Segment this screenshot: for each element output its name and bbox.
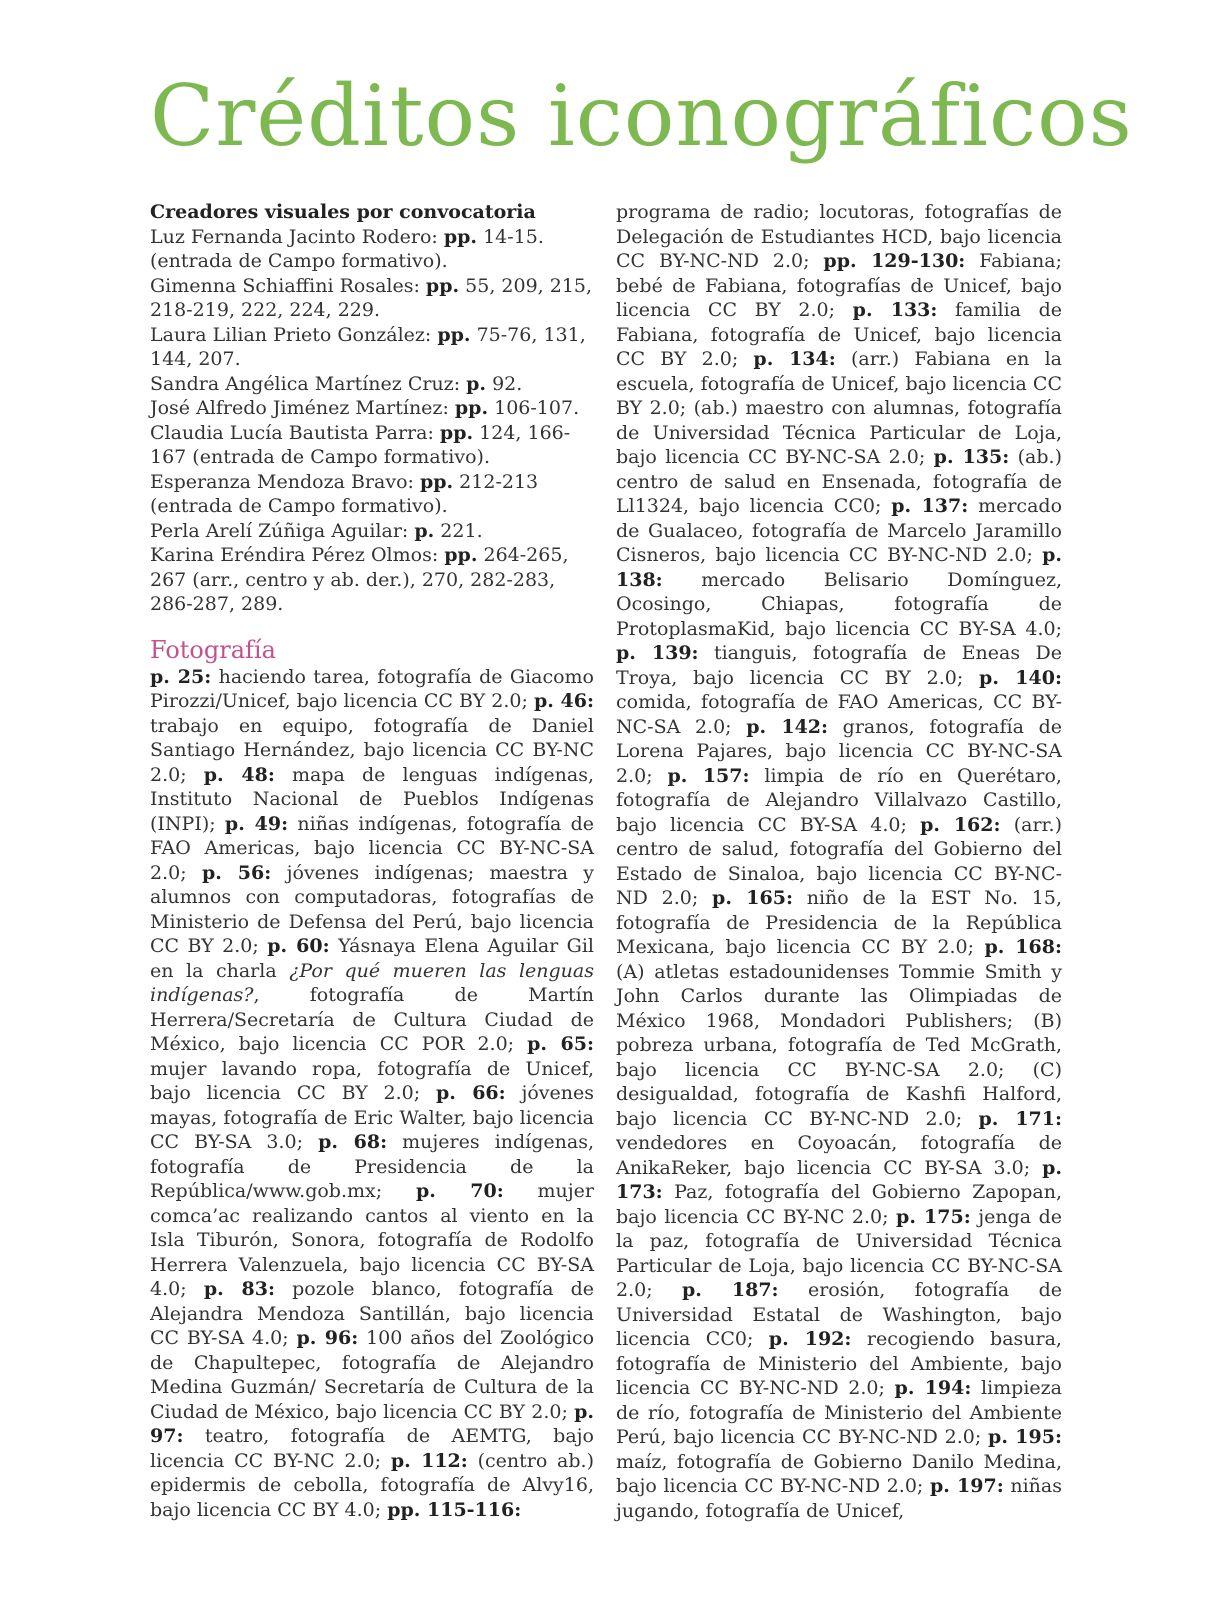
credit-page-ref: p. 83: bbox=[203, 1278, 275, 1300]
credit-page-ref: p. 60: bbox=[267, 935, 330, 957]
credit-page-ref: p. 97: bbox=[150, 1400, 594, 1447]
credit-text: (A) atletas estadounidenses Tommie Smith y John Carlos durante las Olimpiadas de México 1968, Mondadori Publishers; (B) pobreza urbana, fotografía de Ted McGrath, bajo licencia CC BY-NC-SA 2.0; (C) desigualdad, fotografía de Kashfi Halford, bajo licencia CC BY-NC-ND 2.0; bbox=[616, 960, 1062, 1130]
creator-name: Perla Arelí Zúñiga Aguilar: bbox=[150, 519, 415, 542]
credit-page-ref: pp. 115-116: bbox=[387, 1498, 522, 1521]
credit-text: Paz, fotografía del Gobierno Zapopan, bajo licencia CC BY-NC 2.0; bbox=[616, 1181, 1062, 1228]
creator-pages-label: pp. bbox=[425, 274, 460, 297]
credit-text: programa de radio; locutoras, fotografías de Delegación de Estudiantes HCD, bajo licencia CC BY-NC-ND 2.0; bbox=[616, 201, 1062, 272]
photo-credits-left bbox=[150, 665, 594, 1523]
credit-page-ref: p. 139: bbox=[616, 642, 699, 664]
photo-credits-right bbox=[616, 200, 1062, 1523]
credit-page-ref: p. 112: bbox=[390, 1449, 468, 1472]
credit-text: (arr.) centro de salud, fotografía del Gobierno del Estado de Sinaloa, bajo licencia CC BY-NC-ND 2.0; bbox=[616, 813, 1062, 909]
credit-page-ref: p. 165: bbox=[712, 887, 793, 909]
credit-page-ref: p. 137: bbox=[891, 495, 969, 517]
credit-text: niño de la EST No. 15, fotografía de Presidencia de la República Mexicana, bajo licencia CC BY 2.0; bbox=[616, 887, 1062, 958]
creator-pages-label: p. bbox=[414, 519, 435, 542]
creator-name: Laura Lilian Prieto González: bbox=[150, 323, 438, 346]
credit-text: jenga de la paz, fotografía de Universidad Técnica Particular de Loja, bajo licencia CC BY-NC-SA 2.0; bbox=[616, 1205, 1062, 1301]
creator-pages: 264-265, 267 (arr., centro y ab. der.), 270, 282-283, 286-287, 289. bbox=[150, 544, 569, 615]
credit-text: trabajo en equipo, fotografía de Daniel Santiago Hernández, bajo licencia CC BY-NC 2.0; bbox=[150, 714, 594, 786]
credit-text: 100 años del Zoológico de Chapultepec, fotografía de Alejandro Medina Guzmán/ Secretaría de Cultura de la Ciudad de México, bajo licencia CC BY 2.0; bbox=[150, 1327, 595, 1423]
credit-text: erosión, fotografía de Universidad Estatal de Washington, bajo licencia CC0; bbox=[616, 1279, 1062, 1350]
creator-pages-label: pp. bbox=[454, 397, 489, 419]
credit-text: mercado Belisario Domínguez, Ocosingo, Chiapas, fotografía de ProtoplasmaKid, bajo licencia CC BY-SA 4.0; bbox=[616, 568, 1062, 640]
creator-pages: 106-107. bbox=[488, 397, 580, 419]
credit-page-ref: p. 70: bbox=[415, 1180, 504, 1202]
credit-page-ref: p. 48: bbox=[203, 763, 275, 786]
credit-page-ref: p. 194: bbox=[894, 1377, 972, 1399]
credit-page-ref: p. 68: bbox=[318, 1131, 388, 1153]
credit-page-ref: p. 195: bbox=[988, 1426, 1062, 1448]
credit-text: jóvenes mayas, fotografía de Eric Walter, bajo licencia CC BY-SA 3.0; bbox=[150, 1082, 594, 1153]
right-column bbox=[616, 200, 1062, 1523]
creators-list bbox=[150, 225, 594, 617]
credit-text: mapa de lenguas indígenas, Instituto Nacional de Pueblos Indígenas (INPI); bbox=[150, 763, 594, 835]
credit-page-ref: p. 46: bbox=[533, 690, 594, 712]
creator-entry bbox=[150, 323, 594, 372]
credit-page-ref: pp. 129-130: bbox=[823, 250, 966, 272]
section-heading-fotografia: Fotografía bbox=[150, 635, 276, 664]
credit-page-ref: p. 157: bbox=[667, 764, 750, 787]
credit-text: haciendo tarea, fotografía de Giacomo Pirozzi/Unicef, bajo licencia CC BY 2.0; bbox=[150, 665, 594, 712]
credit-page-ref: p. 133: bbox=[852, 299, 938, 321]
credit-text: granos, fotografía de Lorena Pajares, bajo licencia CC BY-NC-SA 2.0; bbox=[616, 715, 1062, 787]
credit-text: familia de Fabiana, fotografía de Unicef, bajo licencia CC BY 2.0; bbox=[616, 299, 1062, 370]
creator-name: Claudia Lucía Bautista Parra: bbox=[150, 421, 440, 444]
credit-page-ref: p. 96: bbox=[296, 1327, 359, 1349]
creator-name: Sandra Angélica Martínez Cruz: bbox=[150, 372, 467, 395]
credit-text: mujer comca’ac realizando cantos al viento en la Isla Tiburón, Sonora, fotografía de Rodolfo Herrera Valenzuela, bajo licencia CC BY-SA 4.0; bbox=[150, 1180, 595, 1300]
credit-text: tianguis, fotografía de Eneas De Troya, bajo licencia CC BY 2.0; bbox=[616, 642, 1062, 689]
creator-entry bbox=[150, 421, 594, 470]
creator-pages: 55, 209, 215, 218-219, 222, 224, 229. bbox=[150, 274, 593, 321]
creator-entry bbox=[150, 543, 594, 617]
credit-page-ref: p. 187: bbox=[682, 1279, 779, 1301]
credit-page-ref: p. 173: bbox=[616, 1156, 1062, 1203]
creator-name: Esperanza Mendoza Bravo: bbox=[150, 470, 420, 493]
credit-text: niñas jugando, fotografía de Unicef, bbox=[616, 1475, 1062, 1522]
creator-pages-label: pp. bbox=[437, 323, 471, 346]
creators-heading: Creadores visuales por convocatoria bbox=[150, 201, 536, 223]
credit-text: comida, fotografía de FAO Americas, CC BY-NC-SA 2.0; bbox=[616, 691, 1062, 738]
creator-pages-label: pp. bbox=[443, 225, 478, 248]
creator-pages: 124, 166-167 (entrada de Campo formativo). bbox=[150, 421, 571, 468]
credit-text: (arr.) Fabiana en la escuela, fotografía de Unicef, bajo licencia CC BY 2.0; (ab.) maestro con alumnas, fotografía de Universidad Técnica Particular de Loja, bajo licencia CC BY-NC-SA 2.0; bbox=[616, 348, 1063, 468]
creator-pages-label: p. bbox=[466, 372, 487, 395]
credit-page-ref: p. 192: bbox=[768, 1328, 852, 1350]
creator-pages: 212-213 (entrada de Campo formativo). bbox=[150, 470, 539, 517]
credit-text: limpia de río en Querétaro, fotografía de Alejandro Villalvazo Castillo, bajo licencia CC BY-SA 4.0; bbox=[616, 764, 1062, 836]
credit-text: mercado de Gualaceo, fotografía de Marcelo Jaramillo Cisneros, bajo licencia CC BY-NC-ND 2.0; bbox=[616, 495, 1063, 566]
credit-page-ref: p. 140: bbox=[979, 666, 1062, 689]
creator-entry bbox=[150, 274, 594, 323]
credit-text: maíz, fotografía de Gobierno Danilo Medina, bajo licencia CC BY-NC-ND 2.0; bbox=[616, 1450, 1062, 1497]
credit-page-ref: p. 134: bbox=[753, 348, 836, 370]
creator-pages: 14-15. (entrada de Campo formativo). bbox=[150, 225, 544, 272]
creator-name: Gimenna Schiaffini Rosales: bbox=[150, 274, 426, 297]
creator-name: José Alfredo Jiménez Martínez: bbox=[150, 397, 455, 419]
credit-text: , fotografía de Martín Herrera/Secretaría de Cultura Ciudad de México, bajo licencia CC POR 2.0; bbox=[150, 984, 594, 1055]
creator-entry bbox=[150, 225, 594, 274]
credit-text: mujer lavando ropa, fotografía de Unicef, bajo licencia CC BY 2.0; bbox=[150, 1057, 594, 1104]
credit-title: ¿Por qué mueren las lenguas indígenas? bbox=[150, 959, 594, 1006]
credit-page-ref: p. 168: bbox=[984, 936, 1062, 958]
credit-page-ref: p. 49: bbox=[224, 812, 289, 835]
credit-page-ref: p. 65: bbox=[527, 1033, 594, 1055]
credit-text: jóvenes indígenas; maestra y alumnos con computadoras, fotografías de Ministerio de Defensa del Perú, bajo licencia CC BY 2.0; bbox=[150, 861, 594, 957]
credit-text: recogiendo basura, fotografía de Ministerio del Ambiente, bajo licencia CC BY-NC-ND 2.0; bbox=[616, 1328, 1062, 1399]
credit-page-ref: p. 66: bbox=[435, 1082, 506, 1104]
credit-page-ref: p. 135: bbox=[933, 446, 1010, 468]
credit-text: (centro ab.) epidermis de cebolla, fotografía de Alvy16, bajo licencia CC BY 4.0; bbox=[150, 1449, 594, 1521]
credit-text: teatro, fotografía de AEMTG, bajo licencia CC BY-NC 2.0; bbox=[150, 1425, 594, 1472]
credit-text: limpieza de río, fotografía de Ministerio del Ambiente Perú, bajo licencia CC BY-NC-ND 2.0; bbox=[616, 1377, 1062, 1448]
creator-name: Karina Eréndira Pérez Olmos: bbox=[150, 544, 445, 566]
page-title: Créditos iconográficos bbox=[150, 67, 1133, 165]
credit-text: mujeres indígenas, fotografía de Presidencia de la República/www.gob.mx; bbox=[150, 1131, 595, 1202]
creator-entry bbox=[150, 396, 594, 421]
credit-page-ref: p. 56: bbox=[201, 861, 272, 884]
creator-entry bbox=[150, 470, 594, 519]
creator-pages-label: pp. bbox=[444, 544, 478, 566]
creator-entry bbox=[150, 519, 594, 544]
credit-page-ref: p. 138: bbox=[616, 544, 1062, 591]
credit-page-ref: p. 142: bbox=[746, 715, 829, 738]
creator-entry bbox=[150, 372, 594, 397]
credit-page-ref: p. 175: bbox=[896, 1205, 971, 1228]
credit-text: Yásnaya Elena Aguilar Gil en la charla bbox=[150, 935, 595, 982]
credit-text: pozole blanco, fotografía de Alejandra Mendoza Santillán, bajo licencia CC BY-SA 4.0; bbox=[150, 1278, 594, 1349]
credit-text: vendedores en Coyoacán, fotografía de AnikaReker, bajo licencia CC BY-SA 3.0; bbox=[616, 1132, 1062, 1179]
credit-text: (ab.) centro de salud en Ensenada, fotografía de Ll1324, bajo licencia CC0; bbox=[616, 446, 1062, 517]
creator-pages-label: pp. bbox=[419, 470, 454, 493]
credit-page-ref: p. 171: bbox=[978, 1107, 1062, 1130]
credit-text: Fabiana; bebé de Fabiana, fotografías de Unicef, bajo licencia CC BY 2.0; bbox=[616, 250, 1062, 321]
left-column bbox=[150, 200, 594, 1522]
creator-pages: 221. bbox=[434, 519, 483, 542]
credit-page-ref: p. 25: bbox=[150, 665, 212, 688]
credit-page-ref: p. 197: bbox=[929, 1475, 1004, 1497]
creator-pages: 75-76, 131, 144, 207. bbox=[150, 323, 586, 370]
creator-pages-label: pp. bbox=[439, 421, 474, 444]
creator-pages: 92. bbox=[486, 372, 523, 395]
credit-text: niñas indígenas, fotografía de FAO Americas, bajo licencia CC BY-NC-SA 2.0; bbox=[150, 812, 595, 884]
credit-page-ref: p. 162: bbox=[920, 813, 1001, 836]
creator-name: Luz Fernanda Jacinto Rodero: bbox=[150, 225, 444, 248]
